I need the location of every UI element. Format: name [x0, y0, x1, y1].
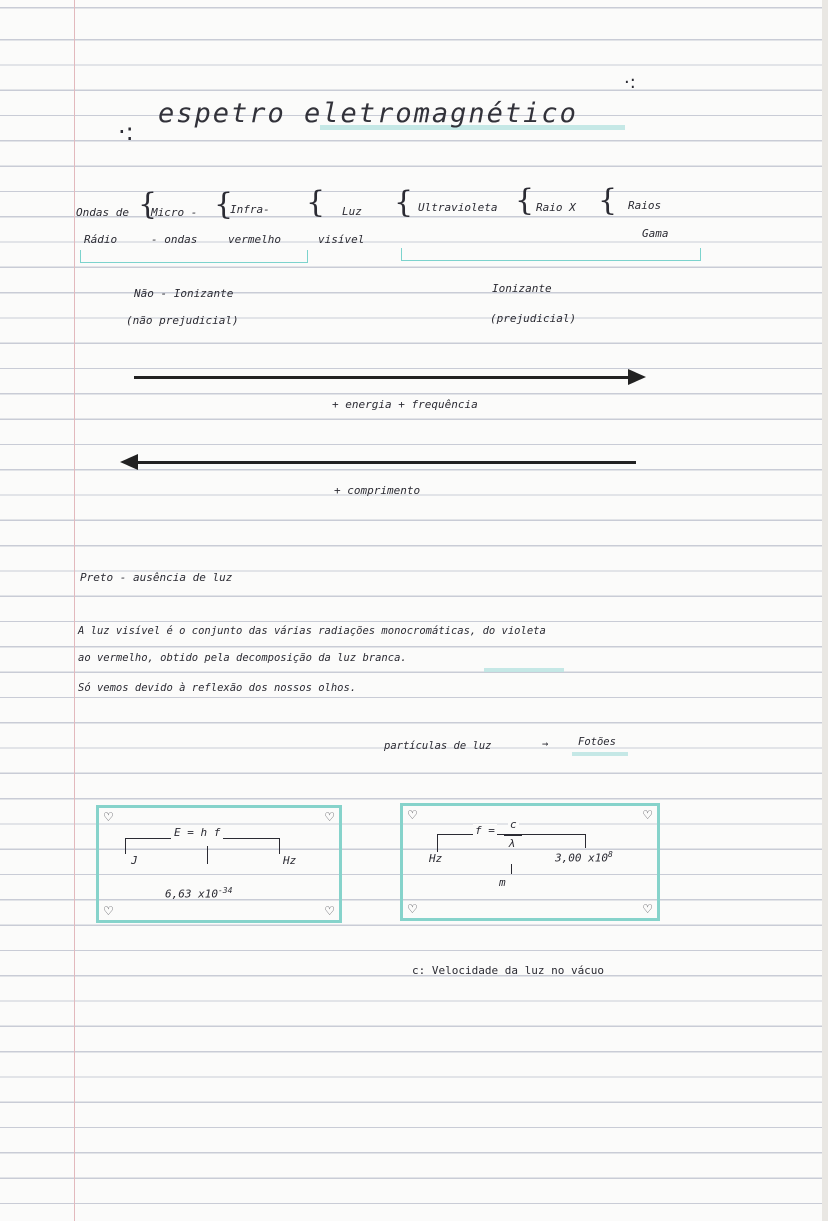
- planck-constant: [165, 886, 232, 901]
- spectrum-radio-2: Rádio: [84, 233, 118, 246]
- formula-bracket-line: [585, 834, 586, 848]
- formula-bracket-line: [437, 834, 438, 852]
- page-edge: [822, 0, 828, 1221]
- margin-line: [74, 0, 75, 1221]
- spectrum-xray: Raio X: [536, 201, 576, 214]
- light-speed-value: 3,00 x10: [555, 851, 608, 865]
- energy-unit-hz: Hz: [283, 854, 297, 867]
- frequency-formula-lhs: f =: [475, 824, 495, 837]
- corner-doodle: ♡: [103, 904, 114, 918]
- corner-doodle: ♡: [103, 810, 114, 824]
- brace: {: [598, 183, 618, 218]
- formula-box-frequency: [400, 803, 660, 921]
- black-note: Preto - ausência de luz: [80, 571, 233, 584]
- brace: {: [394, 185, 414, 220]
- spectrum-radio-1: Ondas de: [76, 206, 129, 219]
- wavelength-unit-m: m: [499, 876, 506, 889]
- photons-highlight: [572, 752, 628, 756]
- energy-formula: E = h f: [171, 826, 223, 839]
- photons-result: Fotões: [578, 736, 616, 748]
- light-speed-constant: [555, 850, 613, 865]
- spectrum-micro-2: - ondas: [151, 233, 198, 246]
- planck-constant-exp: -34: [217, 886, 233, 895]
- photons-label: partículas de luz: [384, 740, 492, 752]
- frequency-denominator: λ: [508, 837, 515, 850]
- formula-bracket-line: [511, 864, 512, 874]
- formula-bracket-line: [125, 838, 126, 854]
- ionizing-bracket: [401, 248, 701, 261]
- page-title: espetro eletromagnético: [158, 98, 578, 129]
- spectrum-gamma-2: Gama: [642, 227, 669, 240]
- title-dots-left: ·:: [118, 118, 134, 146]
- text-highlight: [484, 668, 564, 672]
- corner-doodle: ♡: [324, 904, 335, 918]
- energy-frequency-label: + energia + frequência: [332, 398, 478, 411]
- brace: {: [214, 187, 234, 222]
- corner-doodle: ♡: [407, 808, 418, 822]
- spectrum-micro-1: Micro -: [151, 206, 198, 219]
- spectrum-uv: Ultravioleta: [418, 201, 498, 214]
- visible-light-line-1: A luz visível é o conjunto das várias radiações monocromáticas, do violeta: [78, 625, 546, 637]
- photons-arrow: →: [542, 738, 549, 750]
- spectrum-infra-1: Infra-: [230, 203, 270, 216]
- formula-bracket-line: [279, 838, 280, 854]
- formula-bracket-line: [207, 846, 208, 864]
- corner-doodle: ♡: [642, 808, 653, 822]
- corner-doodle: ♡: [407, 902, 418, 916]
- fraction-bar: [504, 835, 522, 836]
- frequency-unit-hz: Hz: [429, 852, 443, 865]
- spectrum-light-2: visível: [318, 233, 365, 246]
- visible-light-line-2: ao vermelho, obtido pela decomposição da luz branca.: [78, 652, 407, 664]
- energy-arrow: [134, 376, 632, 379]
- ionizing-note: (prejudicial): [490, 312, 577, 325]
- planck-constant-value: 6,63 x10: [165, 887, 218, 901]
- brace: {: [515, 183, 535, 218]
- title-dots-right: ·:: [624, 72, 636, 93]
- spectrum-light-1: Luz: [342, 205, 362, 218]
- corner-doodle: ♡: [324, 810, 335, 824]
- wavelength-arrow: [134, 461, 636, 464]
- brace: {: [138, 187, 158, 222]
- corner-doodle: ♡: [642, 902, 653, 916]
- brace: {: [306, 185, 326, 220]
- light-speed-exp: 8: [607, 850, 613, 859]
- non-ionizing-note: (não prejudicial): [126, 314, 239, 327]
- frequency-numerator: c: [510, 818, 517, 831]
- energy-unit-j: J: [131, 854, 138, 867]
- arrow-right-head-icon: [628, 369, 646, 385]
- spectrum-infra-2: vermelho: [228, 233, 281, 246]
- spectrum-gamma-1: Raios: [628, 199, 662, 212]
- wavelength-label: + comprimento: [334, 484, 421, 497]
- formula-box-energy: [96, 805, 342, 923]
- ionizing-label: Ionizante: [492, 282, 552, 295]
- non-ionizing-bracket: [80, 250, 308, 263]
- visible-light-line-3: Só vemos devido à reflexão dos nossos olhos.: [78, 682, 357, 694]
- non-ionizing-label: Não - Ionizante: [134, 287, 234, 300]
- speed-of-light-note: c: Velocidade da luz no vácuo: [412, 964, 605, 977]
- arrow-left-head-icon: [120, 454, 138, 470]
